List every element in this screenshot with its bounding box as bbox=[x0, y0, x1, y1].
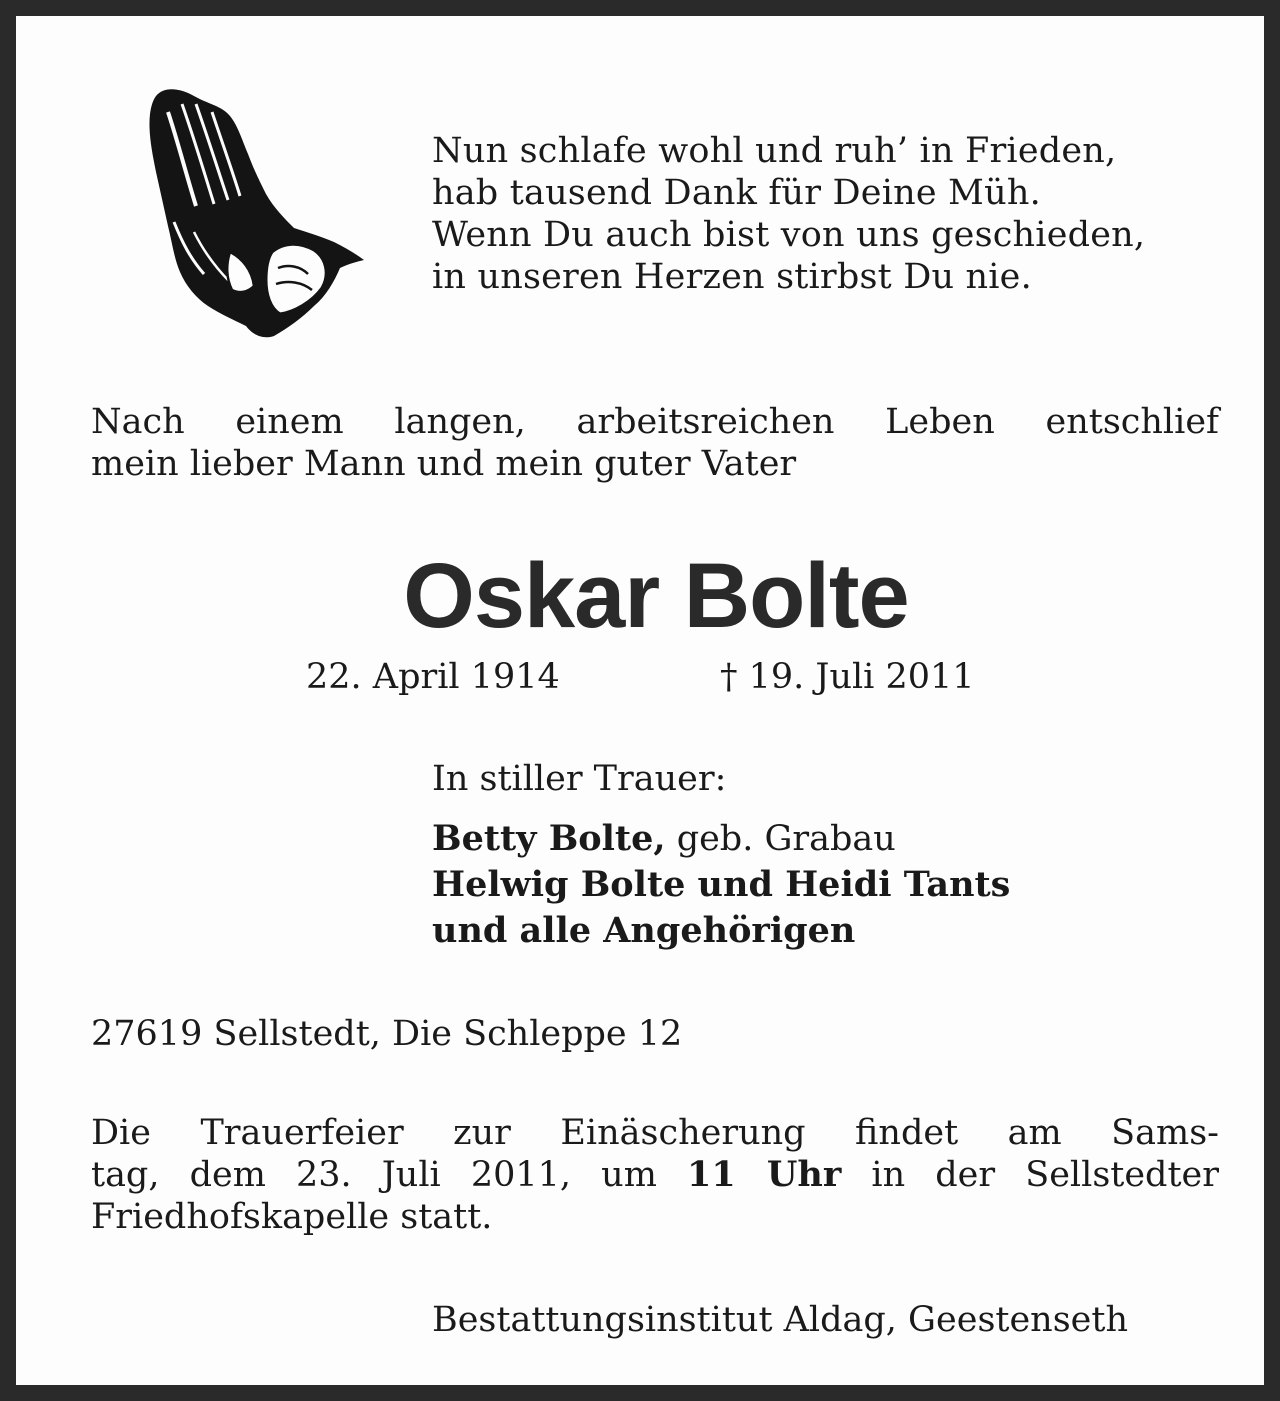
undertaker: Bestattungsinstitut Aldag, Geestenseth bbox=[432, 1300, 1129, 1340]
ceremony-time: 11 Uhr bbox=[687, 1154, 842, 1195]
deceased-name: Oskar Bolte bbox=[403, 545, 909, 647]
mourner-entry bbox=[432, 816, 1010, 862]
ceremony-line bbox=[91, 1154, 1219, 1196]
poem-line: in unseren Herzen stirbst Du nie. bbox=[432, 257, 1032, 297]
intro-line: mein lieber Mann und mein guter Vater bbox=[91, 444, 797, 484]
mourner-maiden-name: geb. Grabau bbox=[665, 819, 896, 859]
praying-hands-icon bbox=[134, 82, 369, 344]
mourner-name: Betty Bolte, bbox=[432, 818, 666, 859]
poem-line: hab tausend Dank für Deine Müh. bbox=[432, 173, 1041, 213]
ceremony-text bbox=[91, 1112, 1219, 1238]
death-date: † 19. Juli 2011 bbox=[720, 657, 975, 697]
mourners-list bbox=[432, 816, 1010, 954]
mourner-name: und alle Angehörigen bbox=[432, 910, 856, 951]
poem-line: Nun schlafe wohl und ruh’ in Frieden, bbox=[432, 131, 1117, 171]
ceremony-text-part: in der Sellstedter bbox=[841, 1155, 1219, 1195]
mourner-entry bbox=[432, 862, 1010, 908]
ceremony-text-part: tag, dem 23. Juli 2011, um bbox=[91, 1155, 688, 1195]
intro-line: Nach einem langen, arbeitsreichen Leben entschlief bbox=[91, 402, 1219, 442]
mourning-heading: In stiller Trauer: bbox=[432, 759, 727, 799]
birth-date: 22. April 1914 bbox=[306, 657, 560, 697]
mourner-entry bbox=[432, 908, 1010, 954]
poem-line: Wenn Du auch bist von uns geschieden, bbox=[432, 215, 1146, 255]
mourner-name: Helwig Bolte und Heidi Tants bbox=[432, 864, 1011, 905]
poem bbox=[432, 130, 1252, 298]
ceremony-line: Friedhofskapelle statt. bbox=[91, 1197, 493, 1237]
intro-text bbox=[91, 401, 1219, 485]
ceremony-line: Die Trauerfeier zur Einäscherung findet am Sams- bbox=[91, 1113, 1219, 1153]
address: 27619 Sellstedt, Die Schleppe 12 bbox=[91, 1014, 683, 1054]
